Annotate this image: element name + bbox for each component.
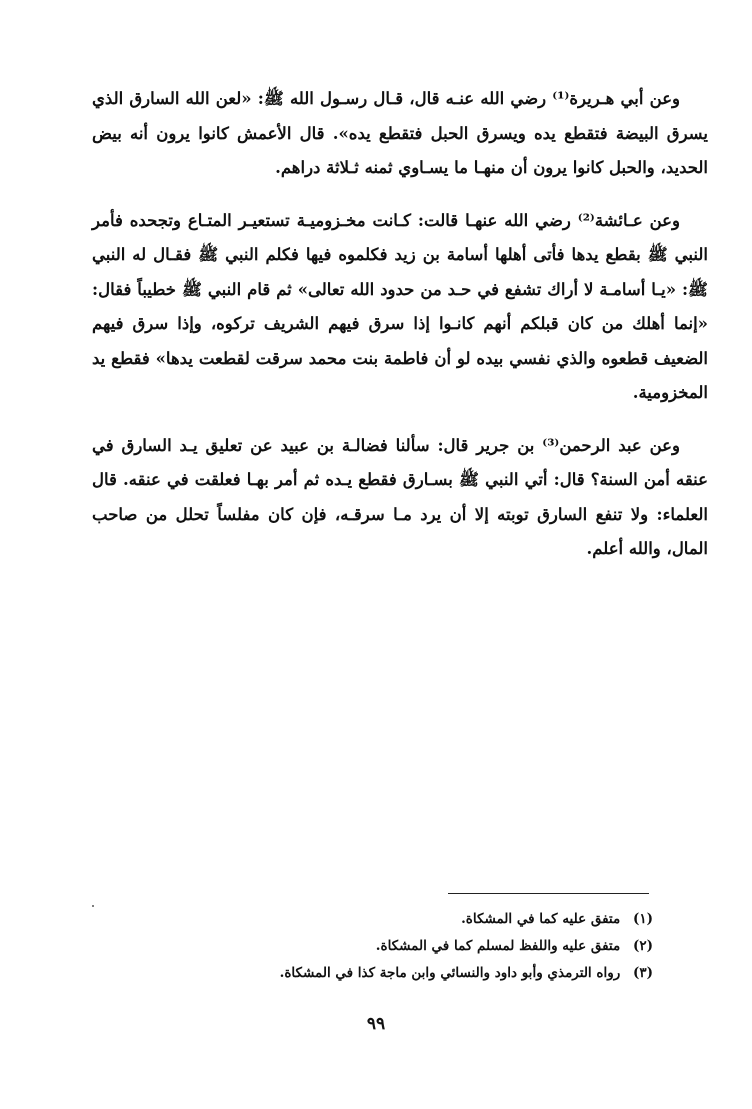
footnote-number: (١): [632, 911, 653, 927]
footnote-number: (٢): [632, 938, 653, 954]
footnote-text: رواه الترمذي وأبو داود والنسائي وابن ماجة كذا في المشكاة.: [279, 965, 621, 981]
footnote-item: [180, 933, 653, 960]
footnote-text: متفق عليه كما في المشكاة.: [461, 911, 621, 927]
page-number: ٩٩: [366, 1014, 386, 1034]
footnotes: [180, 906, 653, 987]
paragraph-abu-hurayra: وعن أبي هـريرة⁽¹⁾ رضي الله عنـه قال، قـال رسـول الله ﷺ: «لعن الله السارق الذي يسرق البيضة فتقطع يده ويسرق الحبل فتقطع يده». قال الأعمش كانوا يرون أنه بيض الحديد، والحبل كانوا يرون أن منهـا ما يسـاوي ثمنه ثـلاثة دراهم.: [92, 89, 708, 177]
paragraph-abdulrahman: وعن عبد الرحمن⁽³⁾ بن جرير قال: سألنا فضالـة بن عبيد عن تعليق يـد السارق في عنقه أمن السنة؟ قال: أتي النبي ﷺ بسـارق فقطع يـده ثم أمر بهـا فعلقت في عنقه. قال العلماء: ولا تنفع السارق توبته إلا أن يرد مـا سرقـه، فإن كان مفلساً تحلل من صاحب المال، والله أعلم.: [92, 435, 708, 558]
footnote-item: [180, 906, 653, 933]
main-text: [92, 82, 708, 567]
footnote-item: [180, 960, 653, 987]
footnote-number: (٣): [632, 965, 653, 981]
paragraph-aisha: وعن عـائشة⁽²⁾ رضي الله عنهـا قالت: كـانت مخـزوميـة تستعيـر المتـاع وتجحده فأمر النبي ﷺ بقطع يدها فأتى أهلها أسامة بن زيد فكلموه فيها فكلم النبي ﷺ فقـال له النبي ﷺ: «يـا أسامـة لا أراك تشفع في حـد من حدود الله تعالى» ثم قام النبي ﷺ خطيباً فقال: «إنما أهلك من كان قبلكم أنهم كانـوا إذا سرق فيهم الشريف تركوه، وإذا سرق فيهم الضعيف قطعوه والذي نفسي بيده لو أن فاطمة بنت محمد سرقت لقطعت يدها» فقطع يد المخزومية.: [92, 210, 708, 402]
footnote-separator: [448, 893, 649, 894]
footnote-text: متفق عليه واللفظ لمسلم كما في المشكاة.: [375, 938, 621, 954]
scan-speck: [92, 905, 94, 907]
